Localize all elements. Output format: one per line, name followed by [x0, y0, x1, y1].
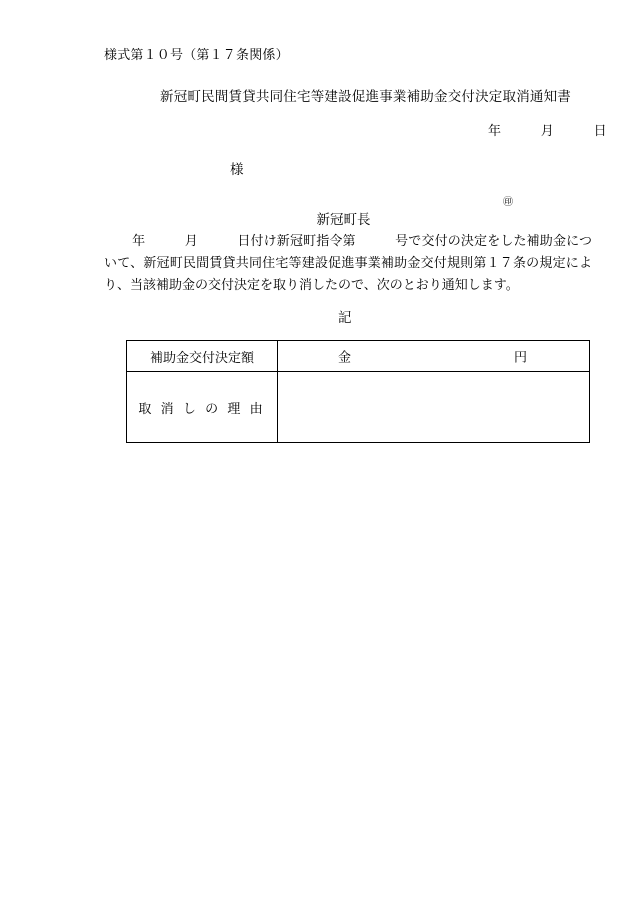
body-text: 年 月 日付け新冠町指令第 号で交付の決定をした補助金について、新冠町民間賃貸共同住宅等建設促進事業補助金交付規則第１７条の規定により、当該補助金の交付決定を取り消したので、次のとおり通知します。 — [104, 233, 592, 292]
subsidy-amount-value[interactable] — [278, 341, 590, 372]
money-prefix-label: 金 — [338, 349, 352, 365]
addressee-label: 様 — [230, 162, 244, 177]
subsidy-amount-label: 補助金交付決定額 — [127, 341, 278, 372]
details-table — [126, 340, 590, 443]
issuer-name: 新冠町長 — [316, 212, 371, 227]
table-row — [127, 341, 590, 372]
table-row — [127, 372, 590, 443]
currency-unit-label: 円 — [513, 349, 527, 365]
body-paragraph — [104, 230, 592, 296]
cancellation-reason-label: 取 消 し の 理 由 — [127, 372, 278, 443]
document-title: 新冠町民間賃貸共同住宅等建設促進事業補助金交付決定取消通知書 — [160, 89, 571, 104]
date-line: 年 月 日 — [488, 123, 607, 138]
seal-icon: ㊞ — [503, 197, 513, 208]
form-number: 様式第１０号（第１７条関係） — [104, 47, 289, 62]
ki-label: 記 — [338, 310, 352, 325]
cancellation-reason-value[interactable] — [278, 372, 590, 443]
